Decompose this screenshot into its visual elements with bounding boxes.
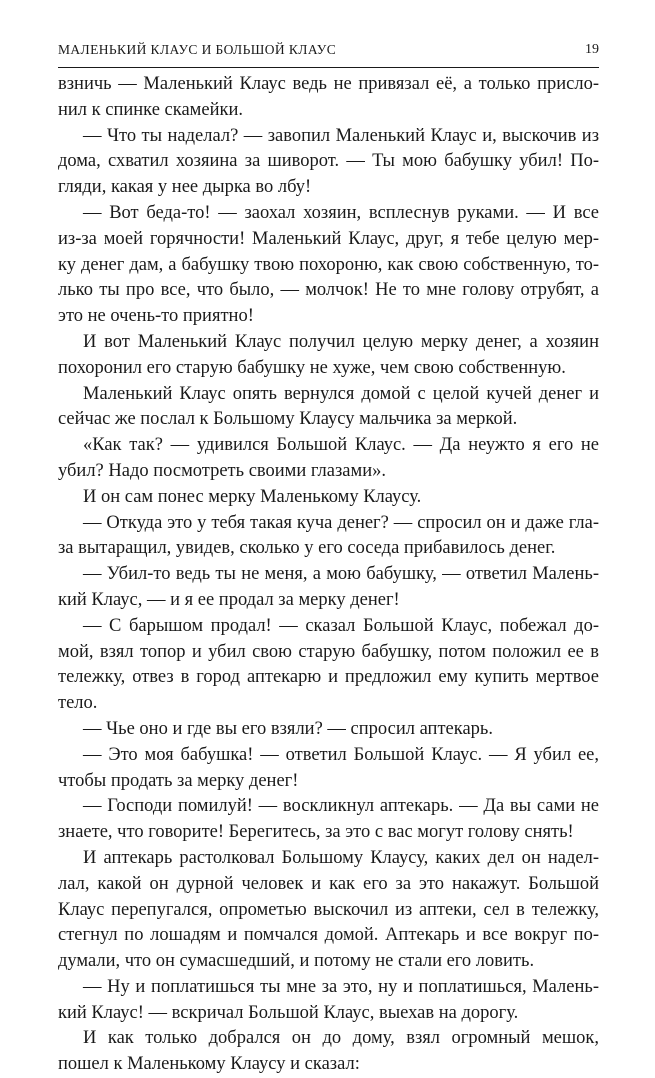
- text-line: И как только добрался он до дому, взял огромный мешок,: [83, 1028, 599, 1049]
- text-line: Клаус перепугался, опрометью выскочил из аптеки, сел в тележку,: [58, 899, 599, 920]
- text-line: И вот Маленький Клаус получил целую мерку денег, а хозяин: [83, 331, 599, 352]
- text-line: мой, взял топор и убил свою старую бабушку, потом положил ее в: [58, 641, 599, 662]
- body-text: [58, 72, 599, 1078]
- text-line: лько ты про все, что было, — молчок! Не то мне голову отрубят, а: [58, 280, 599, 301]
- text-line: кий Клаус! — вскричал Большой Клаус, выехав на дорогу.: [58, 1002, 519, 1023]
- text-line: И аптекарь растолковал Большому Клаусу, каких дел он надел-: [83, 847, 599, 868]
- text-line: тележку, отвез в город аптекарю и предложил ему купить мертвое: [58, 667, 599, 688]
- header-rule: [58, 67, 599, 68]
- text-line: думали, что он сумасшедший, и потому не стали его ловить.: [58, 951, 535, 972]
- text-line: стегнул по лошадям и помчался домой. Аптекарь и все вокруг по-: [58, 925, 599, 946]
- text-line: — Господи помилуй! — воскликнул аптекарь. — Да вы сами не: [83, 796, 599, 817]
- running-title: МАЛЕНЬКИЙ КЛАУС И БОЛЬШОЙ КЛАУС: [58, 42, 337, 57]
- text-line: кий Клаус, — и я ее продал за мерку денег!: [58, 589, 400, 610]
- text-line: чтобы продать за мерку денег!: [58, 770, 299, 791]
- text-line: взничь — Маленький Клаус ведь не привязал её, а только присло-: [58, 74, 599, 94]
- text-line: за вытаращил, увидев, сколько у его соседа прибавилось денег.: [58, 538, 556, 559]
- text-line: гляди, какая у нее дырка во лбу!: [58, 177, 312, 198]
- text-line: И он сам понес мерку Маленькому Клаусу.: [83, 486, 422, 507]
- text-line: тело.: [58, 693, 98, 714]
- text-line: это не очень-то приятно!: [58, 306, 254, 327]
- text-line: ку денег дам, а бабушку твою похороню, как свою собственную, то-: [58, 254, 599, 275]
- text-line: «Как так? — удивился Большой Клаус. — Да неужто я его не: [83, 435, 599, 456]
- text-line: убил? Надо посмотреть своими глазами».: [58, 460, 386, 481]
- text-line: — Ну и поплатишься ты мне за это, ну и поплатишься, Малень-: [83, 976, 599, 997]
- text-line: нил к спинке скамейки.: [58, 99, 244, 120]
- text-line: пошел к Маленькому Клаусу и сказал:: [58, 1054, 360, 1075]
- text-line: из-за моей горячности! Маленький Клаус, друг, я тебе целую мер-: [58, 228, 599, 249]
- text-line: сейчас же послал к Большому Клаусу мальчика за меркой.: [58, 409, 518, 430]
- text-line: Маленький Клаус опять вернулся домой с целой кучей денег и: [83, 383, 599, 404]
- text-line: лал, какой он дурной человек и как его за это накажут. Большой: [58, 873, 599, 894]
- text-line: — Это моя бабушка! — ответил Большой Клаус. — Я убил ее,: [83, 744, 599, 765]
- text-line: — Убил-то ведь ты не меня, а мою бабушку, — ответил Малень-: [83, 564, 599, 585]
- text-line: похоронил его старую бабушку не хуже, чем свою собственную.: [58, 357, 566, 378]
- text-line: дома, схватил хозяина за шиворот. — Ты мою бабушку убил! По-: [58, 151, 599, 172]
- text-line: — Вот беда-то! — заохал хозяин, всплеснув руками. — И все: [83, 202, 599, 223]
- page-number: 19: [585, 42, 599, 57]
- text-line: — С барышом продал! — сказал Большой Клаус, побежал до-: [83, 615, 599, 636]
- text-line: — Откуда это у тебя такая куча денег? — спросил он и даже гла-: [83, 512, 599, 533]
- text-line: — Чье оно и где вы его взяли? — спросил аптекарь.: [83, 718, 493, 739]
- text-line: — Что ты наделал? — завопил Маленький Клаус и, выскочив из: [83, 125, 599, 146]
- text-line: знаете, что говорите! Берегитесь, за это с вас могут голову снять!: [58, 822, 574, 843]
